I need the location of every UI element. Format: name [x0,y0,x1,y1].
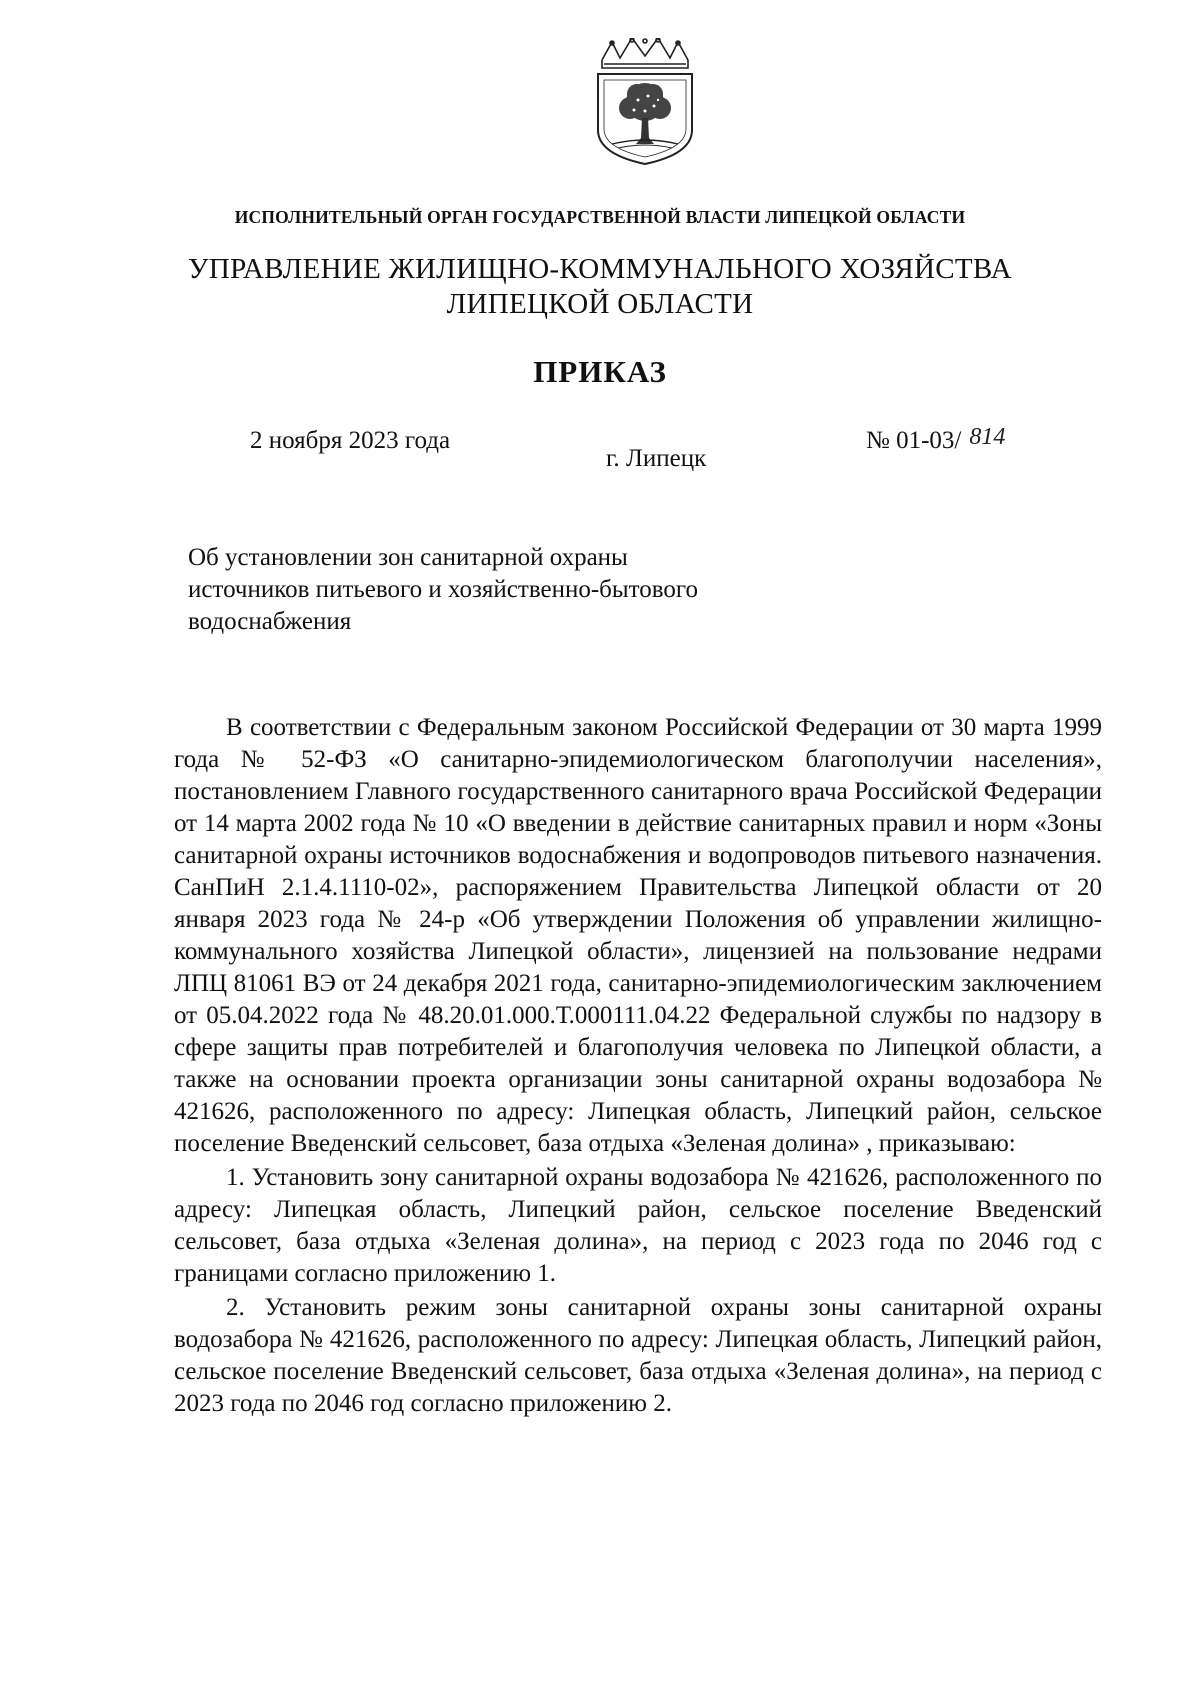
department-name [0,252,1200,322]
document-type-title: ПРИКАЗ [533,354,667,389]
order-date: 2 ноября 2023 года [250,427,451,454]
order-item-1: 1. Установить зону санитарной охраны водозабора № 421626, расположенного по адресу: Липецкая область, Липецкий район, сельское поселение Введенский сельсовет, база отдыха «Зеленая долина», на период с 2023 года по 2046 год с границами согласно приложению 1. [174,1164,1102,1287]
order-subject [188,542,828,638]
department-name-line2: ЛИПЕЦКОЙ ОБЛАСТИ [446,288,754,320]
coat-of-arms-icon [590,38,700,170]
department-name-line1: УПРАВЛЕНИЕ ЖИЛИЩНО-КОММУНАЛЬНОГО ХОЗЯЙСТВА [188,253,1012,285]
preamble-paragraph: В соответствии с Федеральным законом Российской Федерации от 30 марта 1999 года № 52-ФЗ «О санитарно-эпидемиологическом благополучии населения», постановлением Главного государственного санитарного врача Российской Федерации от 14 марта 2002 года № 10 «О введении в действие санитарных правил и норм «Зоны санитарной охраны источников водоснабжения и водопроводов питьевого назначения. СанПиН 2.1.4.1110-02», распоряжением Правительства Липецкой области от 20 января 2023 года № 24-р «Об утверждении Положения об управлении жилищно-коммунального хозяйства Липецкой области», лицензией на пользование недрами ЛПЦ 81061 ВЭ от 24 декабря 2021 года, санитарно-эпидемиологическим заключением от 05.04.2022 года № 48.20.01.000.Т.000111.04.22 Федеральной службы по надзору в сфере защиты прав потребителей и благополучия человека по Липецкой области, а также на основании проекта организации зоны санитарной охраны водозабора № 421626, расположенного по адресу: Липецкая область, Липецкий район, сельское поселение Введенский сельсовет, база отдыха «Зеленая долина» , приказываю: [174,714,1102,1157]
order-number-handwritten: 814 [969,424,1006,450]
issuing-authority: ИСПОЛНИТЕЛЬНЫЙ ОРГАН ГОСУДАРСТВЕННОЙ ВЛАСТИ ЛИПЕЦКОЙ ОБЛАСТИ [234,207,966,227]
subject-line: источников питьевого и хозяйственно-бытового [188,576,699,603]
subject-line: Об установлении зон санитарной охраны [188,544,628,571]
order-item-2: 2. Установить режим зоны санитарной охраны зоны санитарной охраны водозабора № 421626, расположенного по адресу: Липецкая область, Липецкий район, сельское поселение Введенский сельсовет, база отдыха «Зеленая долина», на период с 2023 года по 2046 год согласно приложению 2. [174,1294,1102,1417]
order-body [174,712,1102,1420]
order-number-printed: № 01-03/ [866,427,962,454]
subject-line: водоснабжения [188,608,352,635]
order-city: г. Липецк [606,445,707,472]
order-number [866,424,1006,455]
